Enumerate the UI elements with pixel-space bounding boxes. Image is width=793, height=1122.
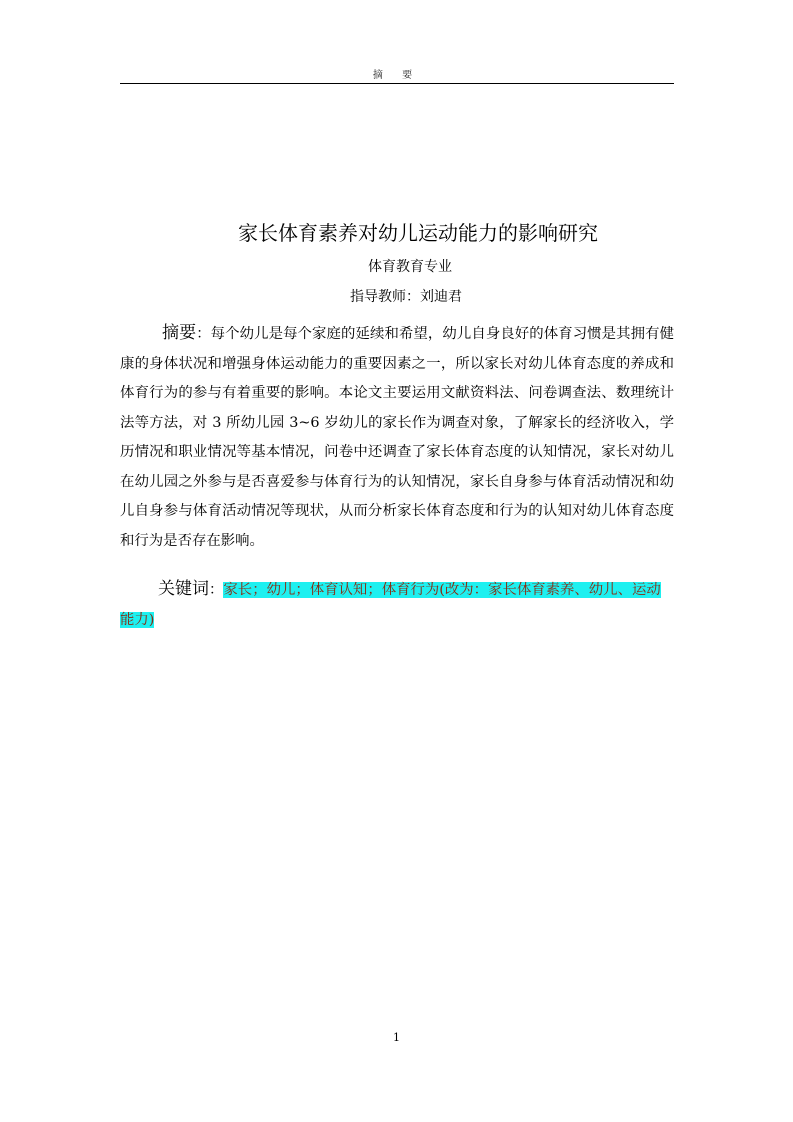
major-line: 体育教育专业	[368, 259, 452, 275]
keywords-highlighted-text: 家长；幼儿；体育认知；体育行为(改为：家长体育素养、幼儿、运动能力)	[120, 582, 661, 628]
abstract-colon: ：	[196, 326, 211, 342]
keywords-label: 关键词	[158, 579, 209, 599]
page-number: 1	[393, 1031, 400, 1044]
running-header: 摘 要	[372, 70, 421, 81]
keywords-colon: ：	[209, 582, 224, 598]
document-title: 家长体育素养对幼儿运动能力的影响研究	[238, 221, 598, 245]
keywords-paragraph	[120, 575, 674, 635]
advisor-line: 指导教师：刘迪君	[350, 289, 462, 305]
abstract-body: 每个幼儿是每个家庭的延续和希望，幼儿自身良好的体育习惯是其拥有健康的身体状况和增强身体运动能力的重要因素之一，所以家长对幼儿体育态度的养成和体育行为的参与有着重要的影响。本论文主要运用文献资料法、问卷调查法、数理统计法等方法，对 3 所幼儿园 3~6 岁幼儿的家长作为调查对象，了解家长的经济收入，学历情况和职业情况等基本情况，问卷中还调查了家长体育态度的认知情况，家长对幼儿在幼儿园之外参与是否喜爱参与体育行为的认知情况，家长自身参与体育活动情况和幼儿自身参与体育活动情况等现状，从而分析家长体育态度和行为的认知对幼儿体育态度和行为是否存在影响。	[120, 326, 674, 549]
abstract-label: 摘要	[162, 323, 197, 343]
header-divider	[120, 83, 674, 84]
abstract-paragraph	[120, 319, 674, 556]
